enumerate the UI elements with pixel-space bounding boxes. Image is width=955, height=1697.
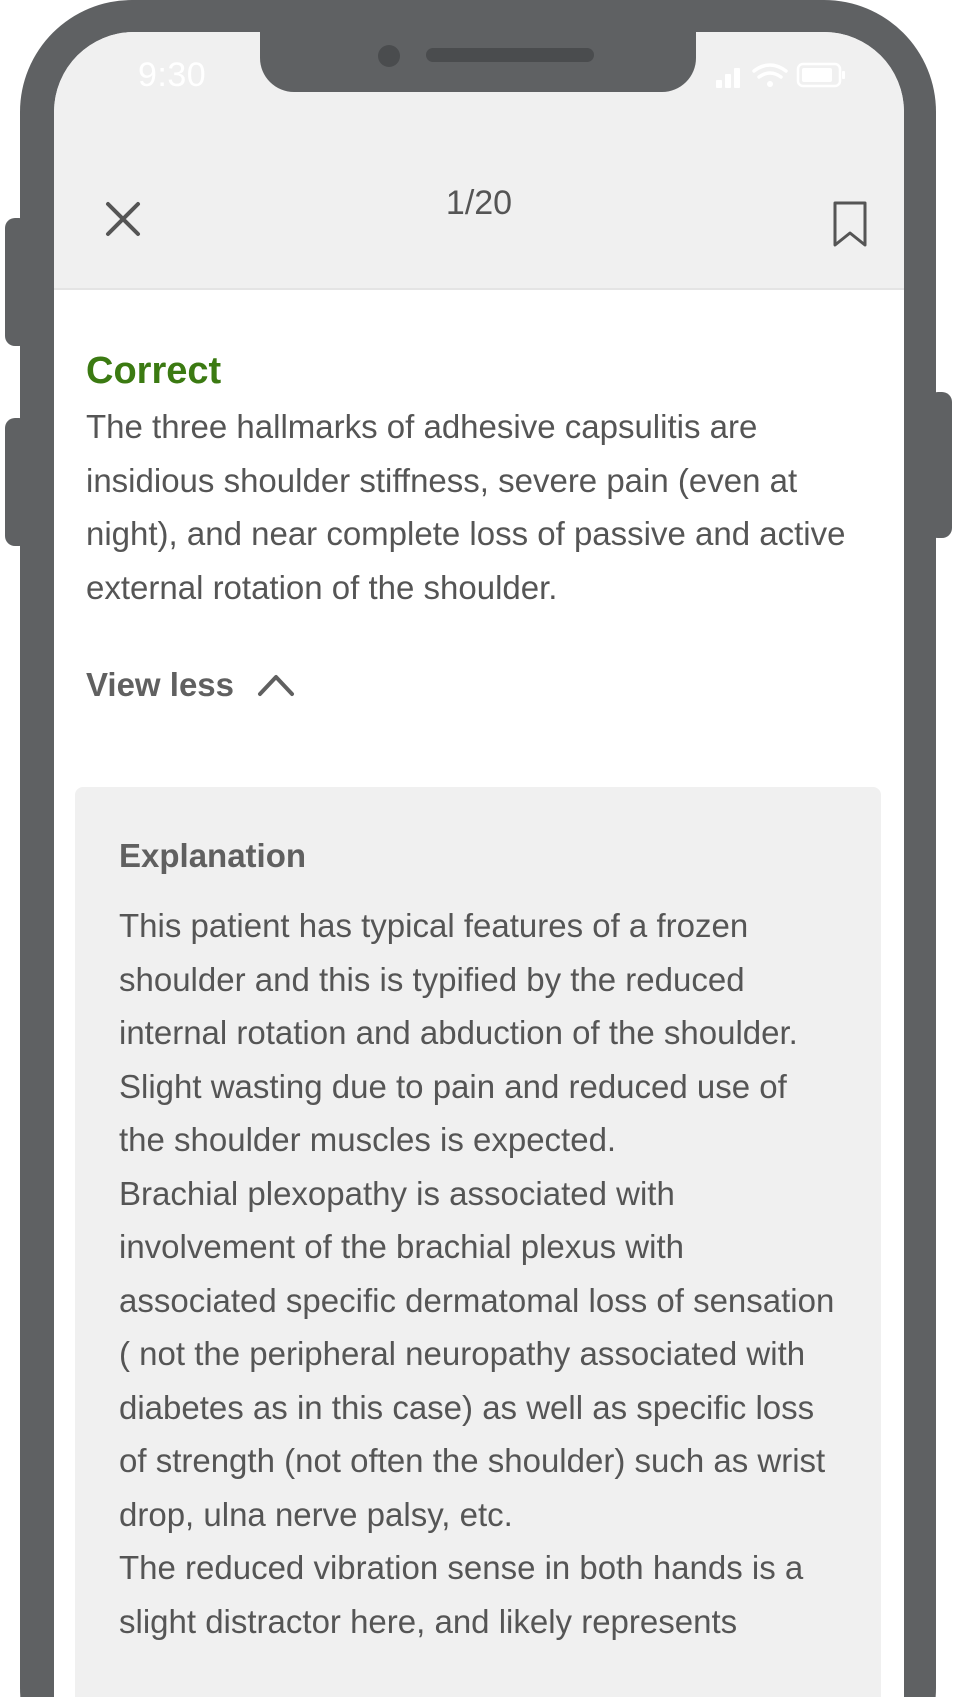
bookmark-button[interactable] <box>832 200 868 248</box>
wifi-icon <box>754 65 786 87</box>
explanation-title: Explanation <box>119 837 307 874</box>
notch <box>260 32 696 92</box>
battery-icon <box>798 64 845 86</box>
status-icons <box>714 60 864 90</box>
app-header <box>54 150 904 290</box>
view-less-label: View less <box>86 666 235 703</box>
question-counter: 1/20 <box>445 184 513 222</box>
phone-screen <box>54 32 904 1697</box>
front-camera <box>378 45 400 67</box>
signal-icon <box>716 68 740 88</box>
status-time: 9:30 <box>138 56 207 94</box>
result-title: Correct <box>86 350 222 392</box>
explanation-paragraph: This patient has typical features of a frozen shoulder and this is typified by the reduced internal rotation and abduction of the shoulder. Slight wasting due to pain and reduced use of the shoulder muscles is expected. <box>119 907 798 1158</box>
earpiece-speaker <box>426 48 594 62</box>
explanation-paragraph: The reduced vibration sense in both hands is a slight distractor here, and likely represents <box>119 1549 804 1640</box>
result-text: The three hallmarks of adhesive capsulitis are insidious shoulder stiffness, severe pain (even at night), and near complete loss of passive and active external rotation of the shoulder. <box>86 408 846 606</box>
status-bar <box>54 32 904 150</box>
bookmark-icon <box>832 200 868 248</box>
view-less-toggle[interactable] <box>86 660 296 710</box>
explanation-paragraph: Brachial plexopathy is associated with involvement of the brachial plexus with associated specific dermatomal loss of sensation ( not the peripheral neuropathy associated with diabetes as in this case) as well as specific loss of strength (not often the shoulder) such as wrist drop, ulna nerve palsy, etc. <box>119 1174 835 1533</box>
chevron-up-icon <box>256 672 296 698</box>
explanation-card <box>75 787 881 1697</box>
explanation-body <box>119 899 839 1648</box>
